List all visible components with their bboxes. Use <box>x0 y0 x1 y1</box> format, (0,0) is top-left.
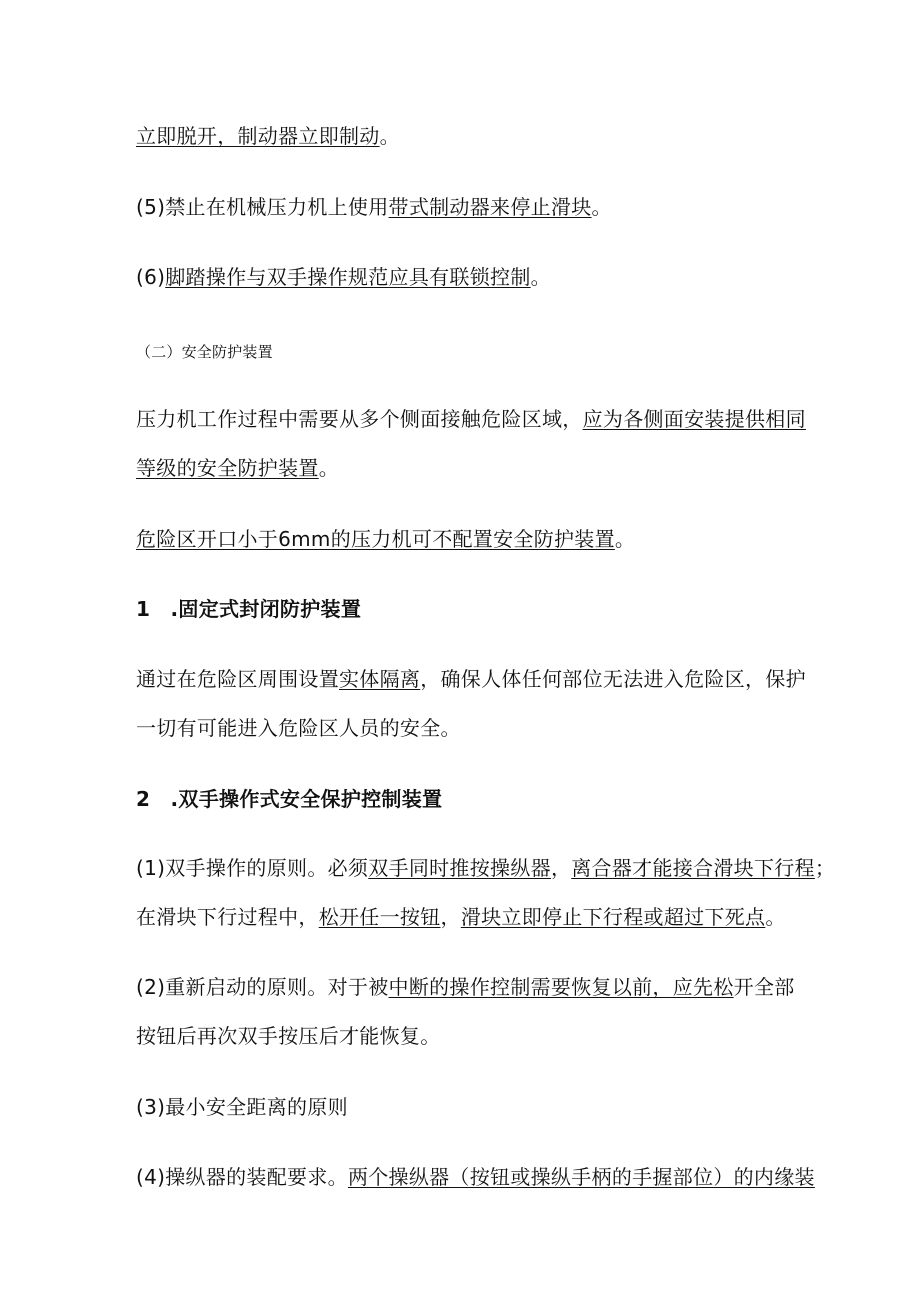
underlined-text: 应为各侧面安装提供相同 <box>582 407 806 431</box>
underlined-text: 松开任一按钮 <box>318 905 441 929</box>
underlined-text: 中断的操作控制需要恢复以前，应先松 <box>388 975 734 999</box>
text-segment: ， <box>440 905 461 929</box>
text-line <box>136 1165 815 1189</box>
subsection-heading <box>136 597 361 621</box>
underlined-text: 滑块立即停止下行程或超过下死点 <box>460 905 766 929</box>
text-segment: 开全部 <box>733 975 795 999</box>
underlined-text: 立即脱开，制动器立即制动 <box>136 124 380 148</box>
section-heading <box>136 343 273 361</box>
text-segment: (1)双手操作的原则。必须 <box>136 856 369 880</box>
text-segment: 在滑块下行过程中， <box>136 905 319 929</box>
text-segment: (3)最小安全距离的原则 <box>136 1095 348 1119</box>
text-segment: (4)操纵器的装配要求。 <box>136 1165 348 1189</box>
text-segment: 2 .双手操作式安全保护控制装置 <box>136 787 443 811</box>
text-segment: 。 <box>765 905 786 929</box>
text-segment: 1 .固定式封闭防护装置 <box>136 597 362 621</box>
text-segment: 按钮后再次双手按压后才能恢复。 <box>136 1024 441 1048</box>
text-segment: （二）安全防护装置 <box>136 343 273 361</box>
text-segment: ， <box>550 856 572 880</box>
underlined-text: 双手同时推按操纵器 <box>368 856 551 880</box>
text-line <box>136 1095 348 1119</box>
underlined-text: 离合器才能接合滑块下行程 <box>571 856 815 880</box>
text-segment: (5)禁止在机械压力机上使用 <box>136 195 389 219</box>
subsection-heading <box>136 787 442 811</box>
text-segment: (2)重新启动的原则。对于被 <box>136 975 389 999</box>
text-segment: 压力机工作过程中需要从多个侧面接触危险区域， <box>136 407 583 431</box>
text-line <box>136 195 612 219</box>
text-segment: 。 <box>318 456 340 480</box>
text-line <box>136 527 635 551</box>
text-line <box>136 856 835 880</box>
underlined-text: 带式制动器来停止滑块 <box>388 195 592 219</box>
underlined-text: 危险区开口小于6mm的压力机可不配置安全防护装置 <box>136 527 615 551</box>
text-line <box>136 265 551 289</box>
underlined-text: 两个操纵器（按钮或操纵手柄的手握部位）的内缘装 <box>347 1165 815 1189</box>
text-line <box>136 905 786 929</box>
text-segment: 。 <box>591 195 612 219</box>
text-segment: ，确保人体任何部位无法进入危险区，保护 <box>420 667 806 691</box>
text-line <box>136 456 339 480</box>
text-line <box>136 124 400 148</box>
underlined-text: 实体隔离 <box>339 667 421 691</box>
text-segment: 。 <box>614 527 636 551</box>
text-line <box>136 667 806 691</box>
text-line <box>136 1024 441 1048</box>
text-segment: 。 <box>379 124 400 148</box>
text-segment: 一切有可能进入危险区人员的安全。 <box>136 716 461 740</box>
underlined-text: 等级的安全防护装置 <box>136 456 319 480</box>
text-line <box>136 975 795 999</box>
text-line <box>136 407 806 431</box>
text-segment: ； <box>814 856 836 880</box>
underlined-text: 脚踏操作与双手操作规范应具有联锁控制 <box>165 265 531 289</box>
text-line <box>136 716 461 740</box>
text-segment: (6) <box>136 265 166 289</box>
text-segment: 。 <box>530 265 551 289</box>
text-segment: 通过在危险区周围设置 <box>136 667 339 691</box>
